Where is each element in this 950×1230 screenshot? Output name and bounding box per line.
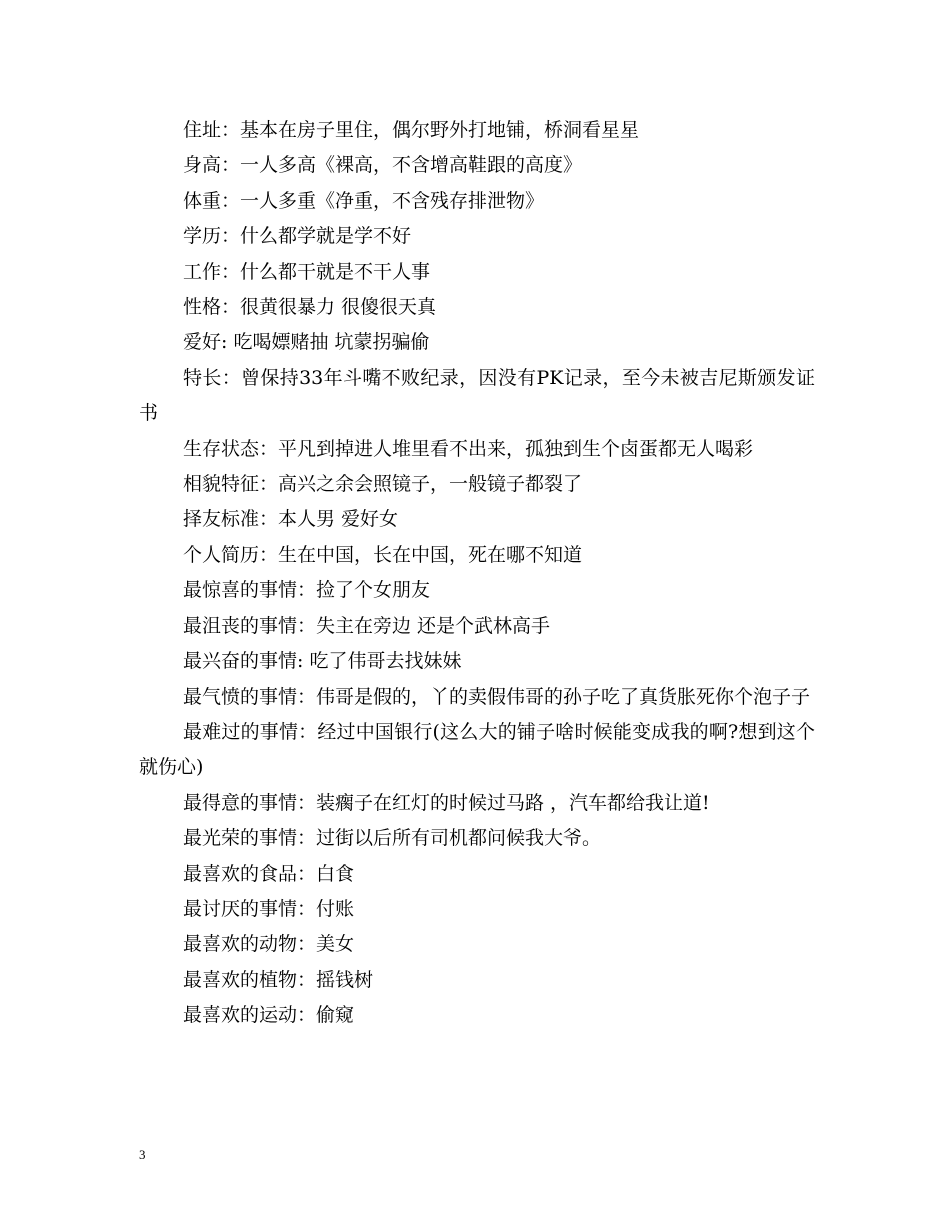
page-number: 3: [139, 1147, 146, 1162]
paragraph-education: 学历：什么都学就是学不好: [183, 225, 412, 248]
paragraph-favorite-sport: 最喜欢的运动：偷窥: [183, 1004, 355, 1027]
paragraph-most-frustrating: 最沮丧的事情：失主在旁边 还是个武林高手: [183, 614, 551, 637]
paragraph-work: 工作：什么都干就是不干人事: [183, 260, 431, 283]
paragraph-height: 身高：一人多高《裸高，不含增高鞋跟的高度》: [183, 154, 583, 177]
paragraph-most-surprising: 最惊喜的事情：捡了个女朋友: [183, 579, 431, 602]
paragraph-most-sad: 最难过的事情：经过中国银行(这么大的铺子啥时候能变成我的啊?想到这个就伤心): [139, 720, 815, 779]
paragraph-appearance: 相貌特征：高兴之余会照镜子，一般镜子都裂了: [183, 473, 583, 496]
paragraph-address: 住址：基本在房子里住，偶尔野外打地铺，桥洞看星星: [183, 119, 640, 141]
paragraph-most-proud: 最得意的事情：装瘸子在红灯的时候过马路 ，汽车都给我让道!: [183, 791, 710, 814]
paragraph-most-angry: 最气愤的事情：伟哥是假的，丫的卖假伟哥的孙子吃了真货胀死你个泡子子: [183, 685, 811, 708]
document-body: [139, 113, 815, 1034]
paragraph-most-exciting: 最兴奋的事情: 吃了伟哥去找妹妹: [183, 650, 462, 673]
paragraph-specialty: 特长：曾保持33年斗嘴不败纪录，因没有PK记录，至今未被吉尼斯颁发证书: [139, 366, 815, 425]
paragraph-most-glorious: 最光荣的事情：过街以后所有司机都问候我大爷。: [183, 827, 602, 850]
paragraph-favorite-food: 最喜欢的食品：白食: [183, 862, 355, 885]
paragraph-personality: 性格：很黄很暴力 很傻很天真: [183, 296, 437, 319]
paragraph-favorite-plant: 最喜欢的植物：摇钱树: [183, 968, 374, 991]
paragraph-resume: 个人简历：生在中国，长在中国，死在哪不知道: [183, 543, 583, 566]
paragraph-living-status: 生存状态：平凡到掉进人堆里看不出来，孤独到生个卤蛋都无人喝彩: [183, 437, 754, 460]
paragraph-hobbies: 爱好: 吃喝嫖赌抽 坑蒙拐骗偷: [183, 331, 430, 354]
paragraph-friend-criteria: 择友标准：本人男 爱好女: [183, 508, 399, 531]
paragraph-weight: 体重：一人多重《净重，不含残存排泄物》: [183, 189, 545, 212]
paragraph-favorite-animal: 最喜欢的动物：美女: [183, 933, 355, 956]
paragraph-most-hated: 最讨厌的事情：付账: [183, 897, 355, 920]
